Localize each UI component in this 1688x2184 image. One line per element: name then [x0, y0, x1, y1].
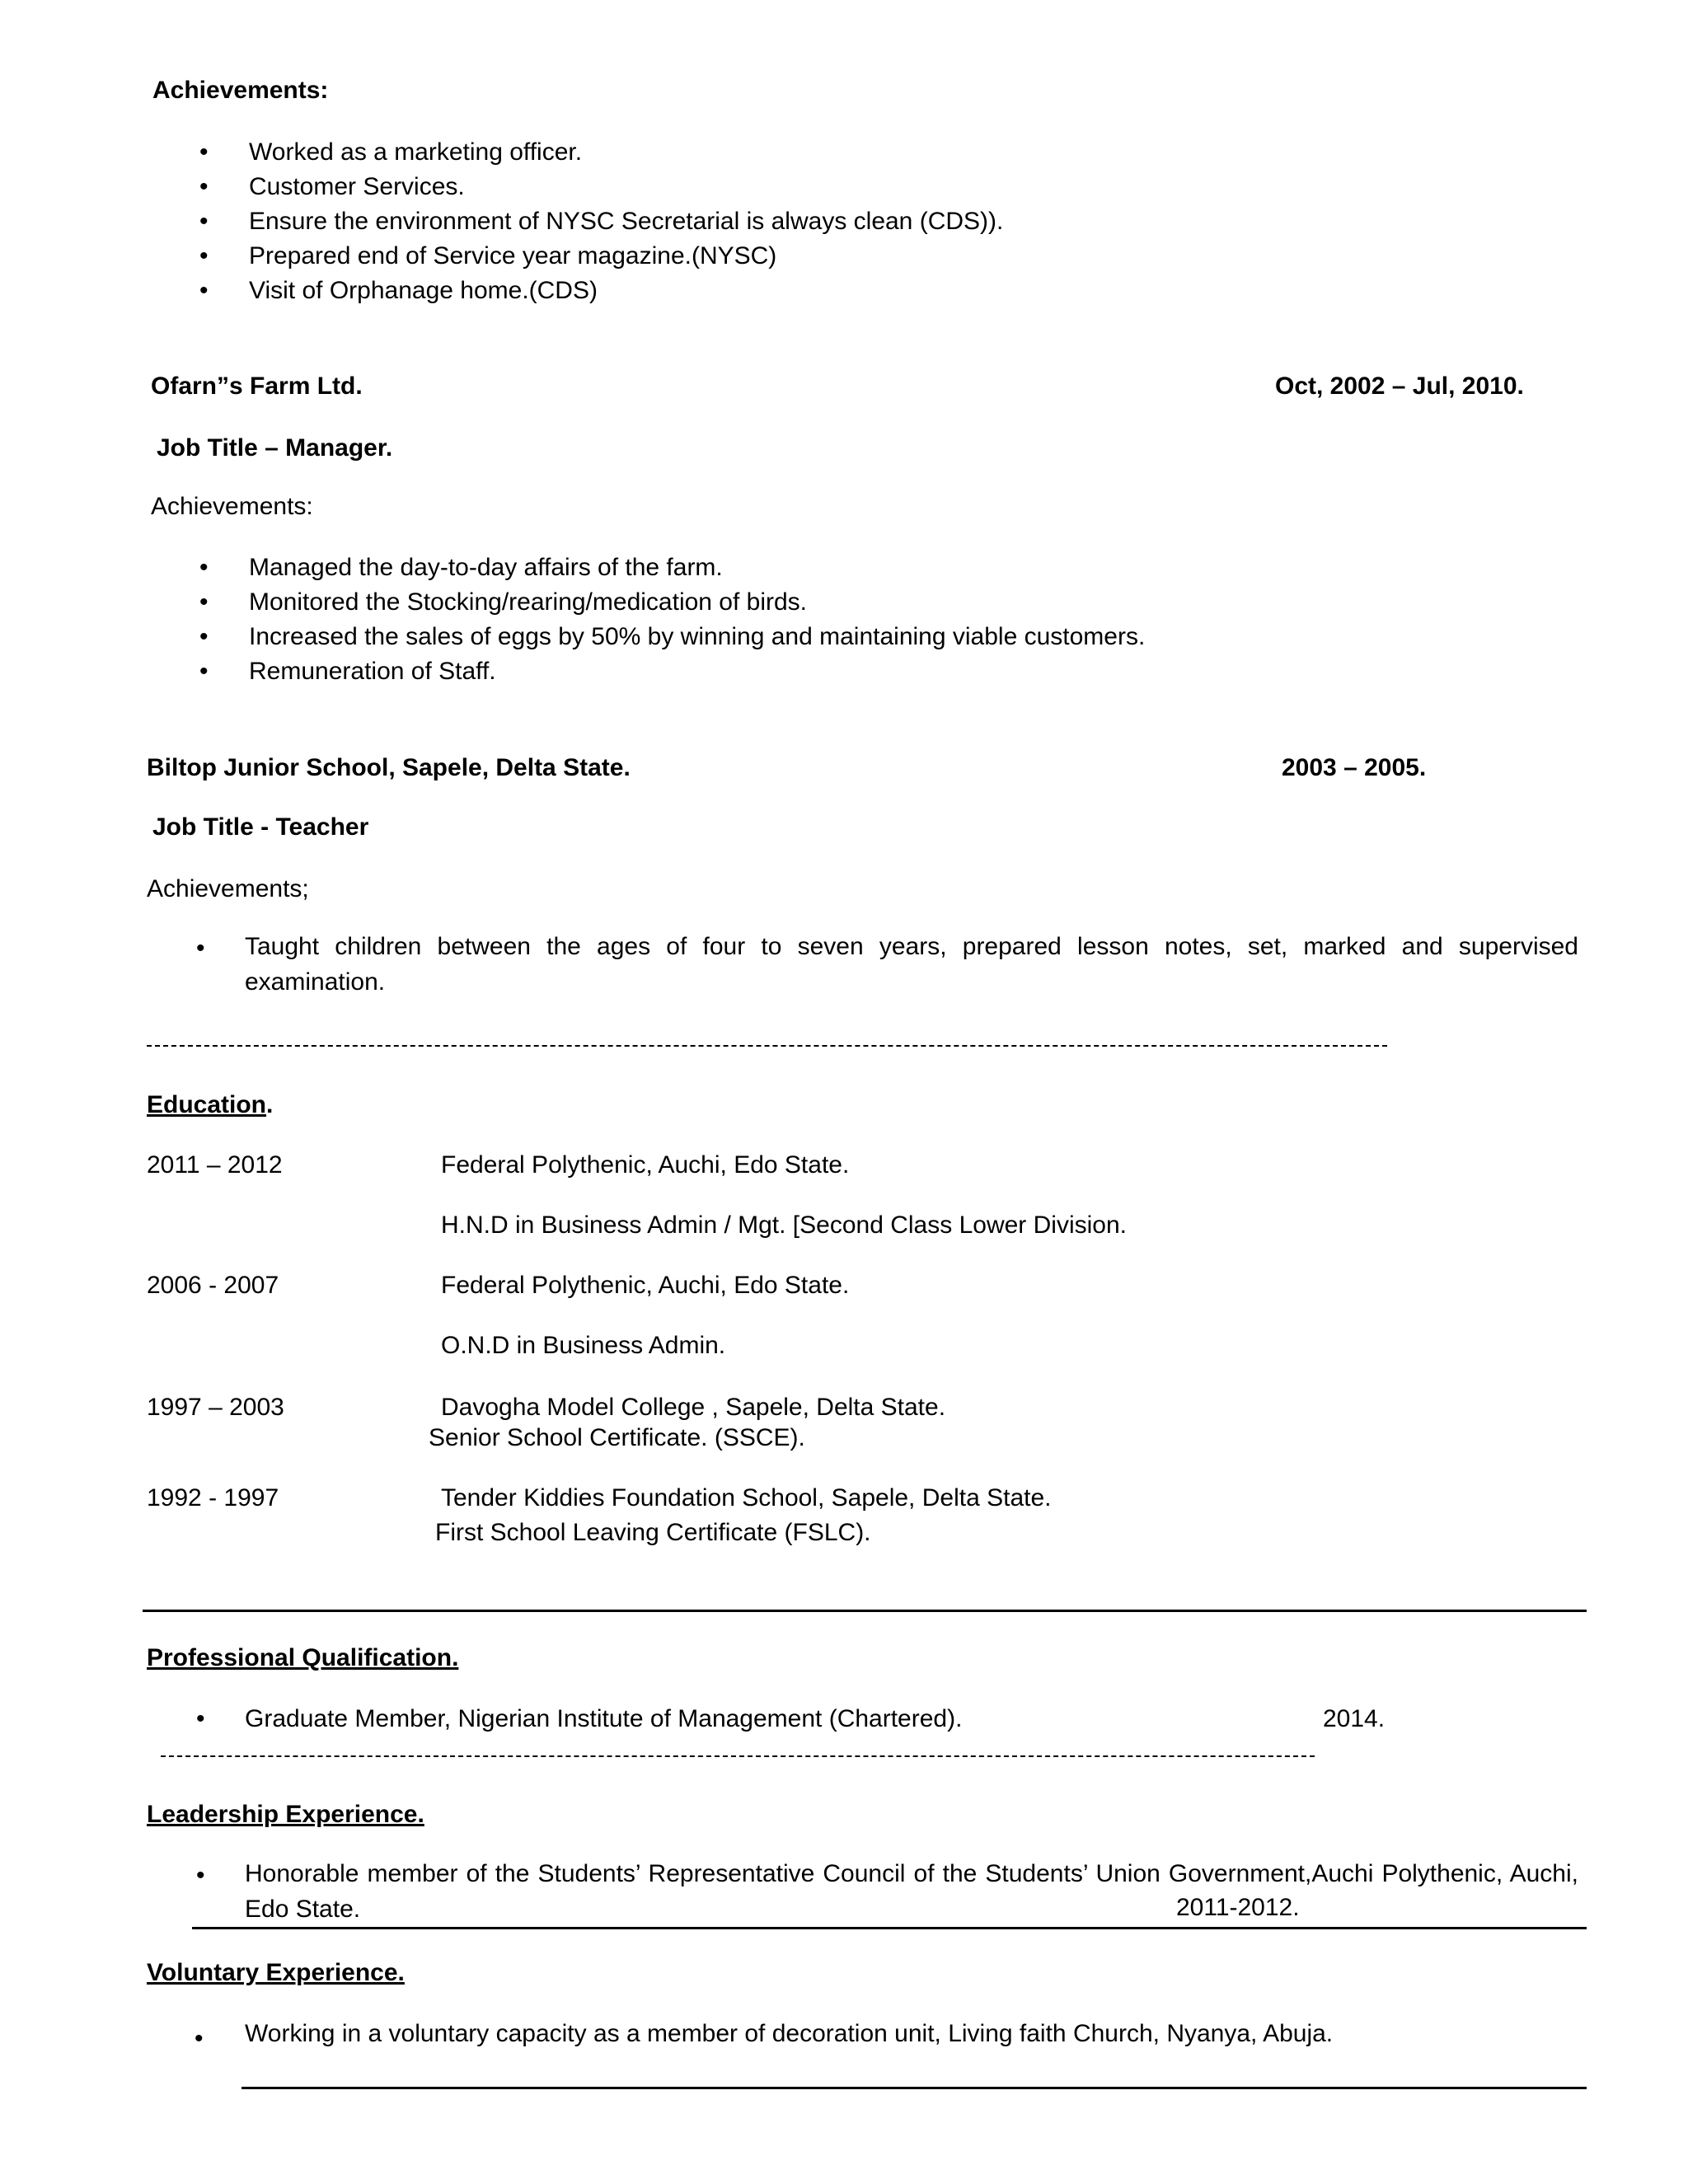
job-dates: Oct, 2002 – Jul, 2010. [1275, 373, 1524, 400]
list-item: Honorable member of the Students’ Representative Council of the Students’ Union Government,Auchi Polythenic, Auchi, Edo State. [245, 1860, 1578, 1923]
list-item: Ensure the environment of NYSC Secretarial is always clean (CDS)). [249, 208, 1004, 235]
list-item: Monitored the Stocking/rearing/medication of birds. [249, 588, 808, 616]
bullet-icon: • [199, 208, 209, 235]
company-name: Ofarn”s Farm Ltd. [151, 373, 363, 400]
list-item: Graduate Member, Nigerian Institute of Management (Chartered). [245, 1705, 963, 1732]
bullet-icon: • [199, 277, 209, 304]
bullet-icon: • [199, 138, 209, 166]
education-qualification: Senior School Certificate. (SSCE). [429, 1424, 805, 1451]
list-item: Prepared end of Service year magazine.(NYSC) [249, 242, 777, 269]
section-divider [161, 1755, 1315, 1757]
section-heading: Voluntary Experience. [147, 1959, 405, 1986]
bullet-icon: • [199, 658, 209, 685]
leadership-year: 2011-2012. [1176, 1894, 1300, 1921]
bullet-icon: • [196, 935, 205, 962]
list-item: Visit of Orphanage home.(CDS) [249, 277, 598, 304]
achievements-label: Achievements; [147, 875, 309, 902]
list-item: Working in a voluntary capacity as a member of decoration unit, Living faith Church, Nyanya, Abuja. [245, 2020, 1334, 2047]
list-item: Remuneration of Staff. [249, 658, 496, 685]
education-qualification: H.N.D in Business Admin / Mgt. [Second Class Lower Division. [441, 1212, 1127, 1239]
heading-period: . [266, 1091, 274, 1118]
section-divider [147, 1045, 1387, 1047]
bullet-icon: • [199, 554, 209, 581]
list-item: Taught children between the ages of four to seven years, prepared lesson notes, set, marked and supervised examination. [245, 933, 1578, 996]
company-name: Biltop Junior School, Sapele, Delta State. [147, 754, 631, 781]
section-heading: Professional Qualification. [147, 1644, 459, 1671]
education-years: 2011 – 2012 [147, 1151, 283, 1179]
bullet-icon: • [199, 623, 209, 650]
list-item: Managed the day-to-day affairs of the farm. [249, 554, 723, 581]
education-institution: Federal Polythenic, Auchi, Edo State. [441, 1151, 850, 1179]
section-rule [192, 1927, 1587, 1929]
education-qualification: O.N.D in Business Admin. [441, 1332, 726, 1359]
education-institution: Tender Kiddies Foundation School, Sapele, Delta State. [441, 1484, 1052, 1511]
education-heading: Education [147, 1091, 267, 1118]
bullet-icon: • [196, 1862, 205, 1889]
achievements-heading: Achievements: [152, 77, 329, 104]
job-title: Job Title - Teacher [152, 813, 369, 841]
job-title: Job Title – Manager. [157, 434, 393, 462]
bullet-icon: • [199, 173, 209, 200]
job-dates: 2003 – 2005. [1282, 754, 1427, 781]
section-rule [241, 2087, 1587, 2089]
section-heading: Leadership Experience. [147, 1801, 424, 1828]
education-years: 2006 - 2007 [147, 1272, 279, 1299]
section-heading [147, 1090, 273, 1120]
education-qualification: First School Leaving Certificate (FSLC). [435, 1519, 871, 1546]
education-years: 1997 – 2003 [147, 1394, 284, 1421]
bullet-icon: • [199, 588, 209, 616]
list-item: Customer Services. [249, 173, 465, 200]
education-institution: Federal Polythenic, Auchi, Edo State. [441, 1272, 850, 1299]
bullet-icon: • [195, 2025, 204, 2052]
section-rule [143, 1610, 1587, 1612]
education-institution: Davogha Model College , Sapele, Delta State. [441, 1394, 946, 1421]
bullet-icon: • [199, 242, 209, 269]
qualification-year: 2014. [1323, 1705, 1386, 1732]
bullet-icon: • [196, 1705, 205, 1732]
list-item: Increased the sales of eggs by 50% by winning and maintaining viable customers. [249, 623, 1146, 650]
achievements-label: Achievements: [151, 493, 313, 520]
education-years: 1992 - 1997 [147, 1484, 279, 1511]
list-item: Worked as a marketing officer. [249, 138, 583, 166]
